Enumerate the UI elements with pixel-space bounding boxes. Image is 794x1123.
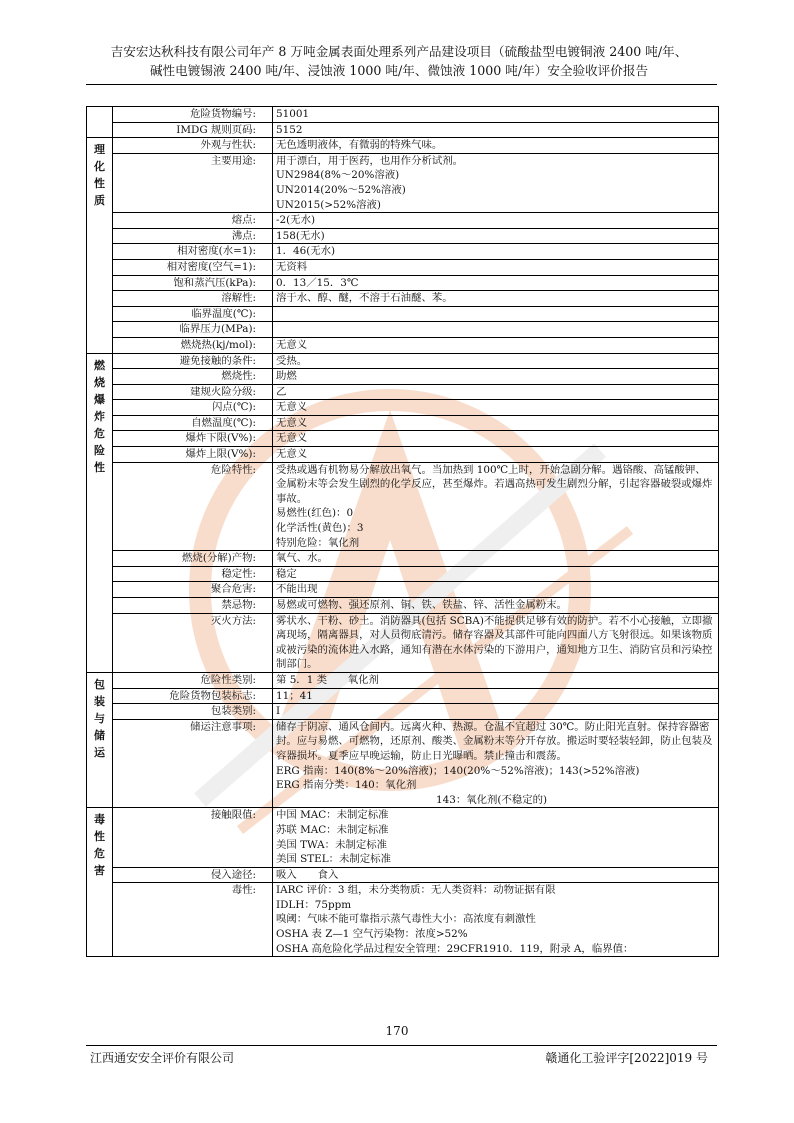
section-fire bbox=[87, 353, 113, 672]
report-header bbox=[60, 42, 738, 80]
row-value bbox=[273, 883, 719, 957]
value-line: IDLH：75ppm bbox=[276, 898, 352, 911]
table-row bbox=[87, 228, 719, 244]
table-row bbox=[87, 598, 719, 614]
table-row bbox=[87, 244, 719, 260]
section-char: 理 bbox=[94, 143, 105, 157]
value-line: 无资料 bbox=[276, 260, 308, 273]
row-value bbox=[273, 384, 719, 400]
row-value bbox=[273, 244, 719, 260]
table-row bbox=[87, 566, 719, 582]
row-label: 沸点: bbox=[113, 228, 273, 244]
row-label: 危险特性: bbox=[113, 462, 273, 551]
value-line: 特别危险：氧化剂 bbox=[276, 536, 360, 549]
table-row bbox=[87, 883, 719, 957]
row-value bbox=[273, 228, 719, 244]
row-label: 建规火险分级: bbox=[113, 384, 273, 400]
row-label: 聚合危害: bbox=[113, 582, 273, 598]
row-value bbox=[273, 672, 719, 688]
row-label: 接触限值: bbox=[113, 808, 273, 867]
section-tox bbox=[87, 808, 113, 957]
footer-rule bbox=[86, 1045, 717, 1046]
row-value bbox=[273, 122, 719, 138]
row-label: 闪点(℃): bbox=[113, 400, 273, 416]
value-line: 158(无水) bbox=[276, 229, 325, 242]
row-value bbox=[273, 719, 719, 808]
row-value bbox=[273, 598, 719, 614]
value-line: UN2015(>52%溶液) bbox=[276, 198, 381, 211]
value-line: -2(无水) bbox=[276, 214, 316, 227]
row-label: 包装类别: bbox=[113, 704, 273, 720]
value-line: UN2984(8%～20%溶液) bbox=[276, 169, 400, 182]
row-value bbox=[273, 415, 719, 431]
table-row bbox=[87, 551, 719, 567]
value-line: 无意义 bbox=[276, 416, 308, 429]
row-label: 临界压力(MPa): bbox=[113, 322, 273, 338]
value-line: Ⅰ bbox=[276, 705, 281, 718]
table-row bbox=[87, 138, 719, 154]
section-char: 运 bbox=[94, 745, 105, 759]
table-row bbox=[87, 369, 719, 385]
table-row bbox=[87, 384, 719, 400]
section-char: 化 bbox=[94, 160, 105, 174]
section-char: 烧 bbox=[94, 375, 105, 389]
value-line: UN2014(20%～52%溶液) bbox=[276, 183, 406, 196]
row-value bbox=[273, 566, 719, 582]
value-line: 易燃或可燃物、强还原剂、铜、铁、铁盐、锌、活性金属粉末。 bbox=[276, 599, 567, 611]
section-pack bbox=[87, 672, 113, 807]
row-value bbox=[273, 107, 719, 123]
value-line bbox=[276, 322, 715, 337]
value-line: 稳定 bbox=[276, 567, 297, 580]
value-line: 美国 STEL：未制定标准 bbox=[276, 853, 391, 866]
page-number: 170 bbox=[385, 1024, 409, 1038]
table-row bbox=[87, 415, 719, 431]
table-row bbox=[87, 431, 719, 447]
value-line: OSHA 高危险化学品过程安全管理：29CFR1910．119，附录 A，临界值： bbox=[276, 942, 634, 955]
msds-table bbox=[86, 106, 719, 957]
row-label: 储运注意事项: bbox=[113, 719, 273, 808]
table-row bbox=[87, 291, 719, 307]
row-label: 危险性类别: bbox=[113, 672, 273, 688]
value-line: 无意义 bbox=[276, 338, 308, 351]
section-blank bbox=[87, 107, 113, 138]
row-label: IMDG 规则页码: bbox=[113, 122, 273, 138]
row-value bbox=[273, 400, 719, 416]
footer-company: 江西通安安全评价有限公司 bbox=[90, 1051, 235, 1065]
table-row bbox=[87, 672, 719, 688]
value-line: 0．13／15．3℃ bbox=[276, 276, 359, 289]
section-char: 包 bbox=[94, 677, 105, 691]
value-line: 易燃性(红色)：0 bbox=[276, 507, 354, 520]
row-value bbox=[273, 275, 719, 291]
table-row bbox=[87, 688, 719, 704]
value-line bbox=[276, 307, 715, 322]
row-value bbox=[273, 353, 719, 369]
table-row bbox=[87, 259, 719, 275]
table-row bbox=[87, 719, 719, 808]
table-row bbox=[87, 582, 719, 598]
section-char: 性 bbox=[94, 460, 105, 474]
section-char: 性 bbox=[94, 177, 105, 191]
value-line: 无色透明液体，有微弱的特殊气味。 bbox=[276, 139, 443, 152]
row-value bbox=[273, 306, 719, 322]
row-label: 避免接触的条件: bbox=[113, 353, 273, 369]
table-row bbox=[87, 275, 719, 291]
value-line: 雾状水、干粉、砂土。消防器具(包括 SCBA)不能提供足够有效的防护。若不小心接触，立即撤离现场，隔离器具，对人员彻底清污。储存容器及其部件可能向四面八方飞射很远。如果该物质或被污染的流体进入水路，通知有潜在水体污染的下游用户，通知地方卫生、消防官员和污染控制部门。 bbox=[276, 614, 713, 671]
section-char: 燃 bbox=[94, 358, 105, 372]
value-line: IARC 评价：3 组，未分类物质：无人类资料：动物证据有限 bbox=[276, 884, 556, 897]
value-line: 11；41 bbox=[276, 689, 313, 702]
section-char: 害 bbox=[94, 864, 105, 878]
row-label: 相对密度(空气=1): bbox=[113, 259, 273, 275]
value-line: 受热。 bbox=[276, 354, 308, 367]
section-char: 炸 bbox=[94, 409, 105, 423]
value-line: ERG 指南分类：140：氧化剂 bbox=[276, 779, 417, 792]
value-line: 受热或遇有机物易分解放出氧气。当加热到 100℃上时，开始急剧分解。遇铬酸、高锰酸钾、金属粉末等会发生剧烈的化学反应，甚至爆炸。若遇高热可发生剧烈分解，引起容器破裂或爆炸事故。 bbox=[276, 463, 713, 505]
table-row bbox=[87, 613, 719, 672]
row-label: 爆炸下限(V%): bbox=[113, 431, 273, 447]
row-label: 毒性: bbox=[113, 883, 273, 957]
value-line: 储存于阴凉、通风仓间内。远离火种、热源。仓温不宜超过 30℃。防止阳光直射。保持容器密封。应与易燃、可燃物，还原剂、酸类、金属粉末等分开存放。搬运时要轻装轻卸，防止包装及容器损坏。夏季应早晚运输，防止日光曝晒。禁止撞击和震荡。 bbox=[276, 720, 713, 762]
value-line: 5152 bbox=[276, 123, 303, 136]
value-line: 不能出现 bbox=[276, 583, 318, 596]
value-line: 中国 MAC：未制定标准 bbox=[276, 809, 389, 822]
value-line: 吸入 食入 bbox=[276, 868, 339, 881]
row-label: 禁忌物: bbox=[113, 598, 273, 614]
section-char: 与 bbox=[94, 711, 105, 725]
row-value bbox=[273, 447, 719, 463]
row-label: 燃烧性: bbox=[113, 369, 273, 385]
table-row bbox=[87, 122, 719, 138]
row-label: 临界温度(℃): bbox=[113, 306, 273, 322]
row-label: 饱和蒸汽压(kPa): bbox=[113, 275, 273, 291]
section-char: 爆 bbox=[94, 392, 105, 406]
value-line: 无意义 bbox=[276, 448, 308, 461]
value-line: OSHA 表 Z—1 空气污染物：浓度>52% bbox=[276, 928, 468, 941]
section-char: 性 bbox=[94, 830, 105, 844]
row-label: 熔点: bbox=[113, 213, 273, 229]
table-row bbox=[87, 704, 719, 720]
value-line: 苏联 MAC：未制定标准 bbox=[276, 823, 389, 836]
section-char: 质 bbox=[94, 194, 105, 208]
value-line: 氧气、水。 bbox=[276, 552, 328, 565]
table-row bbox=[87, 808, 719, 867]
table-row bbox=[87, 462, 719, 551]
row-label: 燃烧热(kj/mol): bbox=[113, 337, 273, 353]
header-line-2: 碱性电镀锡液 2400 吨/年、浸蚀液 1000 吨/年、微蚀液 1000 吨/年）安全验收评价报告 bbox=[149, 63, 649, 78]
row-value bbox=[273, 213, 719, 229]
row-label: 相对密度(水=1): bbox=[113, 244, 273, 260]
row-value bbox=[273, 688, 719, 704]
table-row bbox=[87, 400, 719, 416]
table-row bbox=[87, 447, 719, 463]
row-value bbox=[273, 291, 719, 307]
section-char: 毒 bbox=[94, 813, 105, 827]
table-row bbox=[87, 337, 719, 353]
row-value bbox=[273, 462, 719, 551]
row-label: 侵入途径: bbox=[113, 867, 273, 883]
row-value bbox=[273, 337, 719, 353]
section-physchem bbox=[87, 138, 113, 353]
row-value bbox=[273, 808, 719, 867]
row-value bbox=[273, 153, 719, 212]
footer-report-number: 赣通化工验评字[2022]019 号 bbox=[545, 1051, 708, 1065]
row-label: 爆炸上限(V%): bbox=[113, 447, 273, 463]
header-line-1: 吉安宏达秋科技有限公司年产 8 万吨金属表面处理系列产品建设项目（硫酸盐型电镀铜液 2400 吨/年、 bbox=[110, 44, 688, 59]
value-line: 乙 bbox=[276, 385, 287, 398]
header-rule bbox=[86, 84, 717, 85]
row-value bbox=[273, 431, 719, 447]
table-row bbox=[87, 213, 719, 229]
value-line: 助燃 bbox=[276, 370, 297, 383]
value-line: 143：氧化剂(不稳定的) bbox=[436, 793, 548, 806]
value-line: 溶于水、醇、醚，不溶于石油醚、苯。 bbox=[276, 292, 453, 305]
value-line: 嗅阈：气味不能可靠指示蒸气毒性大小：高浓度有刺激性 bbox=[276, 913, 536, 926]
section-char: 危 bbox=[94, 847, 105, 861]
row-label: 溶解性: bbox=[113, 291, 273, 307]
table-row bbox=[87, 107, 719, 123]
table-row bbox=[87, 322, 719, 338]
row-value bbox=[273, 551, 719, 567]
value-line: 化学活性(黄色)：3 bbox=[276, 522, 364, 535]
table-row bbox=[87, 353, 719, 369]
row-label: 稳定性: bbox=[113, 566, 273, 582]
row-label: 外观与性状: bbox=[113, 138, 273, 154]
row-label: 危险货物编号: bbox=[113, 107, 273, 123]
row-value bbox=[273, 138, 719, 154]
section-char: 装 bbox=[94, 694, 105, 708]
section-char: 危 bbox=[94, 426, 105, 440]
value-line: 用于漂白，用于医药，也用作分析试剂。 bbox=[276, 154, 464, 167]
value-line: 第 5．1 类 氧化剂 bbox=[276, 673, 379, 686]
row-value bbox=[273, 582, 719, 598]
value-line: 美国 TWA：未制定标准 bbox=[276, 838, 388, 851]
value-line: 51001 bbox=[276, 108, 310, 120]
value-line: 无意义 bbox=[276, 401, 308, 414]
section-char: 险 bbox=[94, 443, 105, 457]
row-value bbox=[273, 867, 719, 883]
value-line: 1．46(无水) bbox=[276, 245, 336, 258]
row-label: 燃烧(分解)产物: bbox=[113, 551, 273, 567]
row-label: 自燃温度(℃): bbox=[113, 415, 273, 431]
row-label: 主要用途: bbox=[113, 153, 273, 212]
table-row bbox=[87, 867, 719, 883]
row-value bbox=[273, 259, 719, 275]
row-label: 灭火方法: bbox=[113, 613, 273, 672]
table-row bbox=[87, 153, 719, 212]
section-char: 储 bbox=[94, 728, 105, 742]
value-line: ERG 指南：140(8%～20%溶液)；140(20%～52%溶液)；143(>52%溶液) bbox=[276, 764, 640, 777]
row-value bbox=[273, 322, 719, 338]
row-value bbox=[273, 704, 719, 720]
row-value bbox=[273, 613, 719, 672]
value-line: 无意义 bbox=[276, 432, 308, 445]
row-label: 危险货物包装标志: bbox=[113, 688, 273, 704]
row-value bbox=[273, 369, 719, 385]
table-row bbox=[87, 306, 719, 322]
